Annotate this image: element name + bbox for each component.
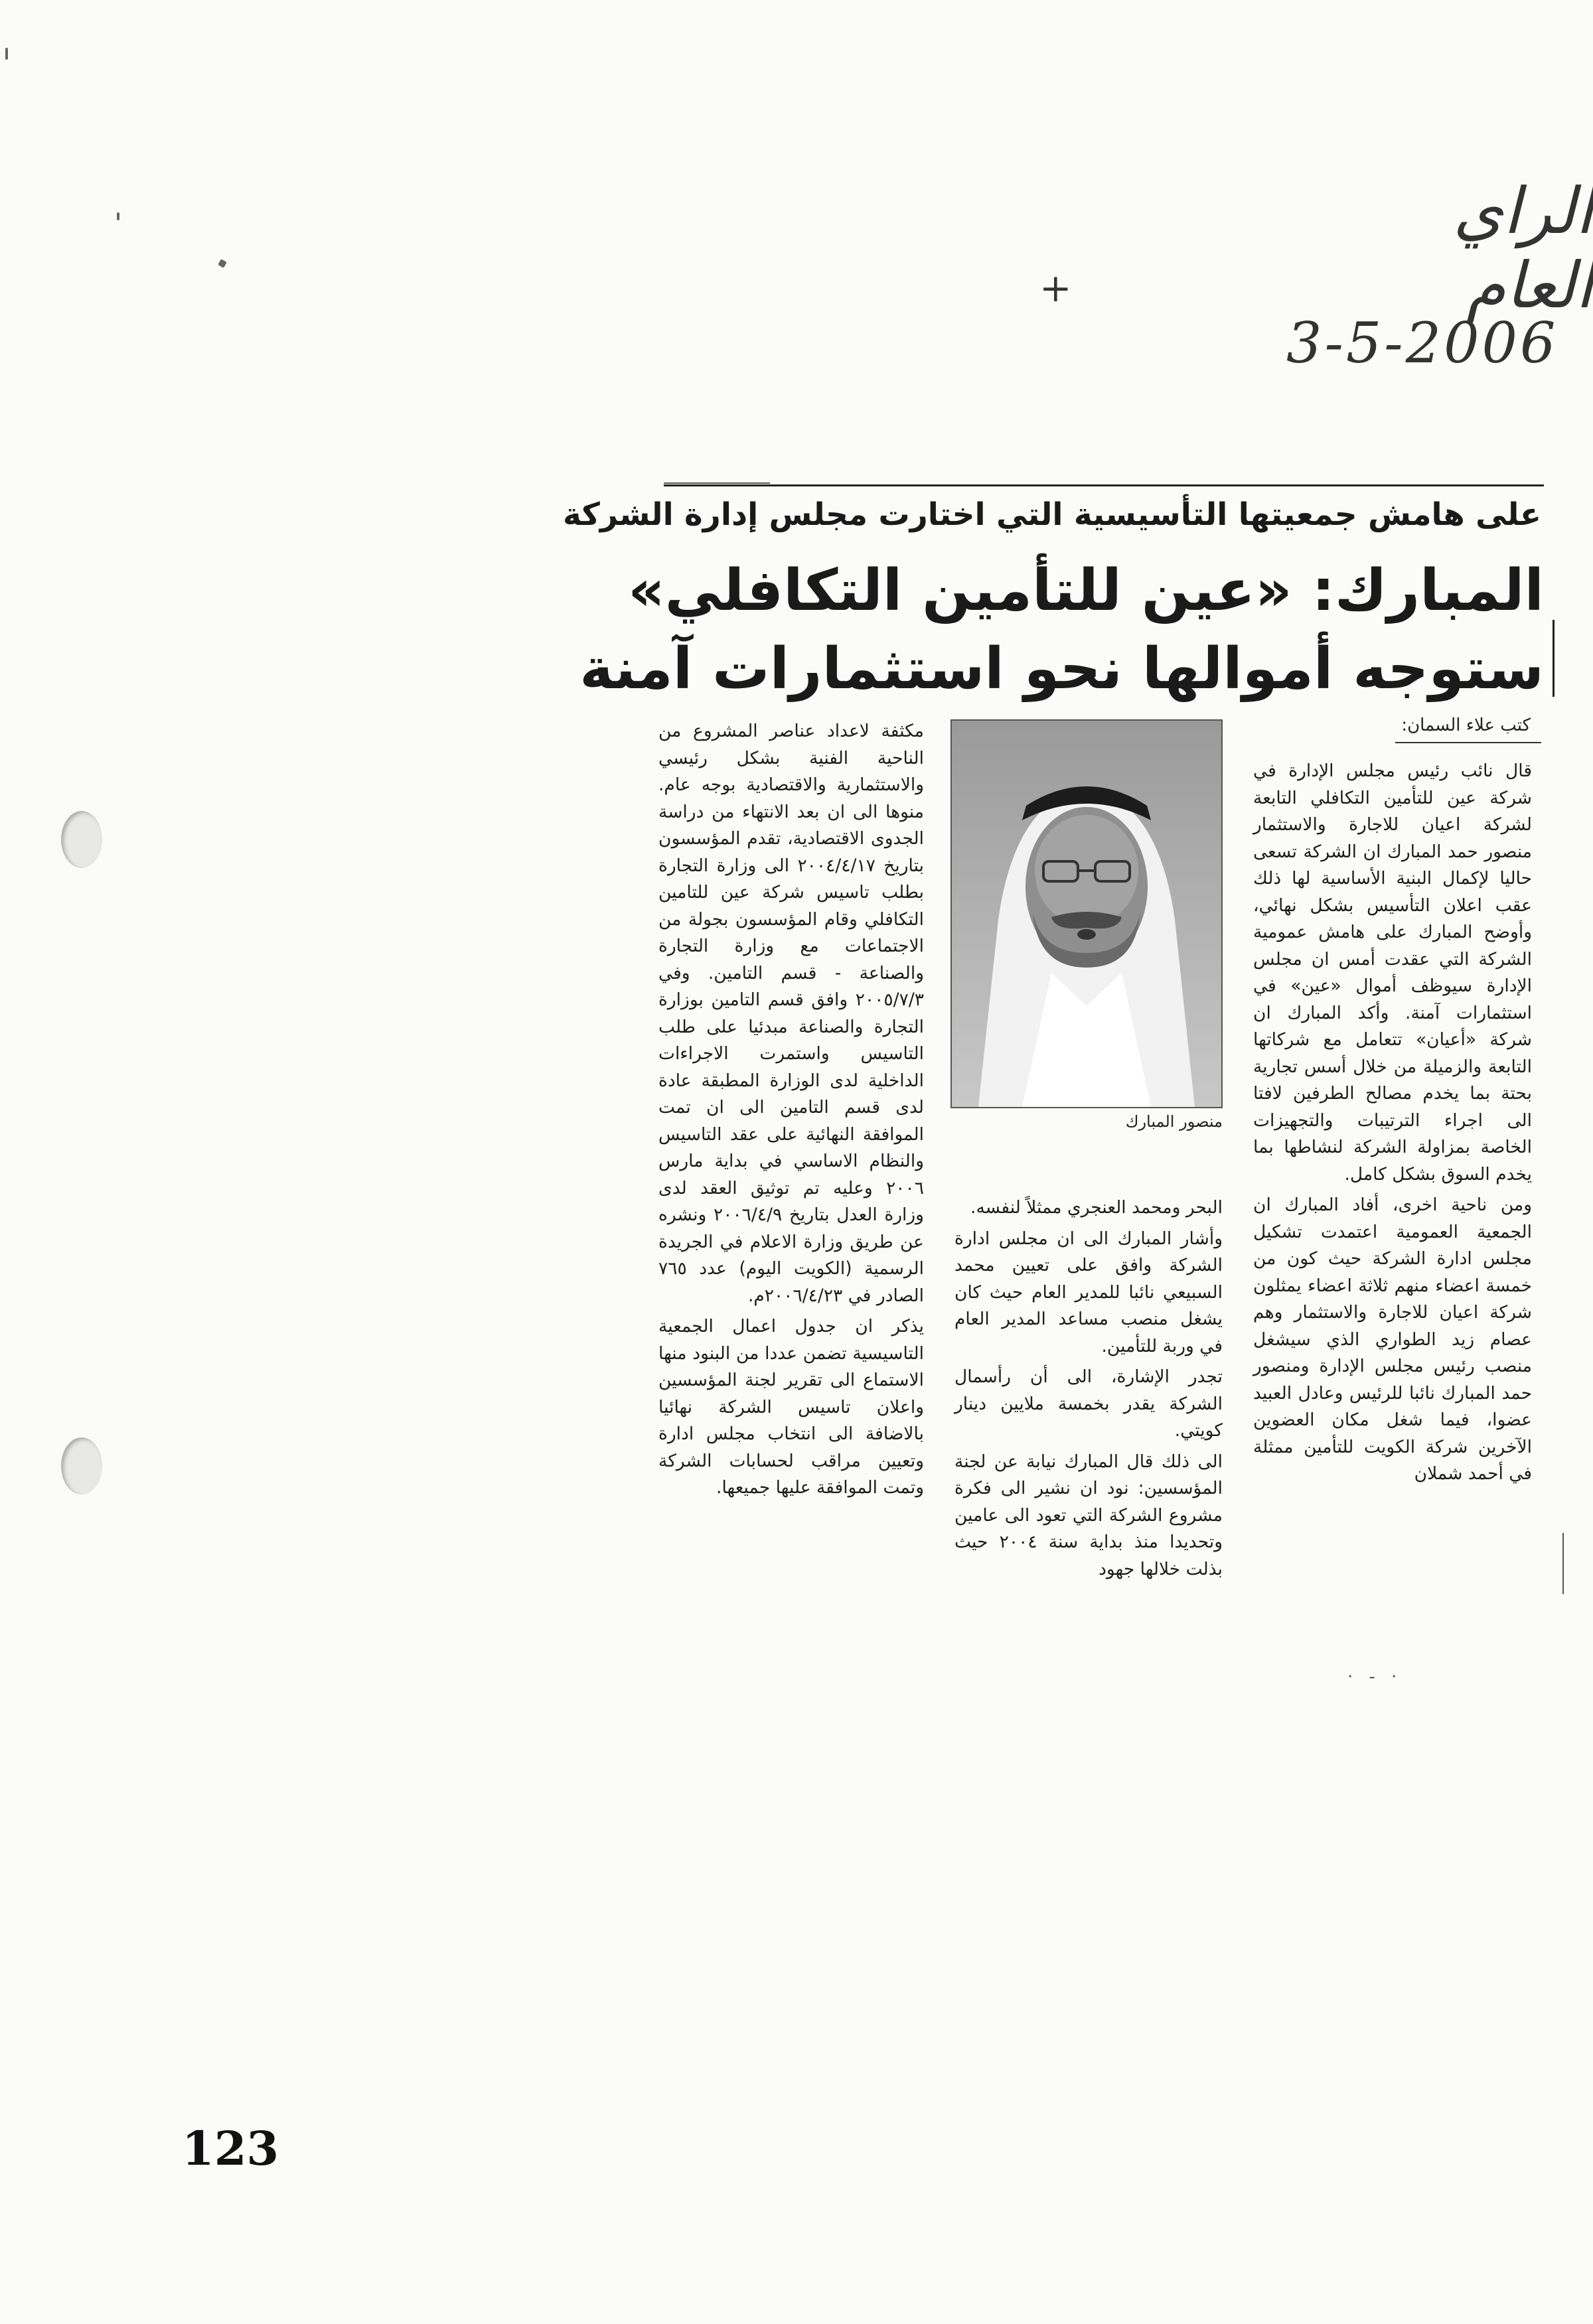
paragraph: مكثفة لاعداد عناصر المشروع من الناحية الفنية بشكل رئيسي والاستثمارية والاقتصادية بوجه عام. منوها الى ان بعد الانتهاء من دراسة الجدوى الاقتصادية، تقدم المؤسسون بتاريخ ٢٠٠٤/٤/١٧ الى وزارة التجارة بطلب تاسيس شركة عين للتامين التكافلي وقام المؤسسون بجولة من الاجتماعات مع وزارة التجارة والصناعة - قسم التامين. وفي ٢٠٠٥/٧/٣ وافق قسم التامين بوزارة التجارة والصناعة مبدئيا على طلب التاسيس واستمرت الاجراءات الداخلية لدى الوزارة المطبقة عادة لدى قسم التامين الى ان تمت الموافقة النهائية على عقد التاسيس والنظام الاساسي في بداية مارس ٢٠٠٦ وعليه تم توثيق العقد لدى وزارة العدل بتاريخ ٢٠٠٦/٤/٩ ونشره عن طريق وزارة الاعلام في الجريدة الرسمية (الكويت اليوم) عدد ٧٦٥ الصادر في ٢٠٠٦/٤/٢٣م. bbox=[658, 721, 924, 1306]
byline-rule bbox=[1395, 742, 1541, 743]
clipping-edge-mark bbox=[1562, 1533, 1564, 1594]
headline-rule bbox=[1553, 620, 1555, 697]
scan-speck bbox=[218, 259, 227, 268]
photo-caption: منصور المبارك bbox=[1125, 1112, 1223, 1131]
newspaper-clipping bbox=[563, 484, 1555, 1579]
paragraph: وأشار المبارك الى ان مجلس ادارة الشركة وافق على تعيين محمد السبيعي نائبا للمدير العام حيث كان يشغل منصب مساعد المدير العام في وربة للتأمين. bbox=[954, 1228, 1223, 1356]
scan-speck bbox=[117, 212, 119, 220]
article-column-1 bbox=[1253, 758, 1532, 1492]
scan-speck bbox=[5, 48, 8, 60]
handwritten-date: 3-5-2006 bbox=[1286, 311, 1558, 376]
page-number: 123 bbox=[182, 2121, 279, 2176]
paragraph: تجدر الإشارة، الى أن رأسمال الشركة يقدر بخمسة ملايين دينار كويتي. bbox=[954, 1366, 1223, 1441]
binder-hole bbox=[61, 811, 102, 868]
handwritten-newspaper-name: الراي العام bbox=[1453, 174, 1593, 323]
portrait-photo bbox=[950, 719, 1223, 1108]
paragraph: البحر ومحمد العنجري ممثلاً لنفسه. bbox=[970, 1197, 1223, 1218]
handwritten-mark: + bbox=[1039, 265, 1072, 311]
article-column-3 bbox=[658, 718, 924, 1506]
paragraph: الى ذلك قال المبارك نيابة عن لجنة المؤسسين: نود ان نشير الى فكرة مشروع الشركة التي تعود الى عامين وتحديدا منذ بداية سنة ٢٠٠٤ حيث بذلت خلالها جهود bbox=[954, 1451, 1223, 1579]
headline-line-2: ستوجه أموالها نحو استثمارات آمنة bbox=[579, 636, 1544, 702]
paragraph: ومن ناحية اخرى، أفاد المبارك ان الجمعية العمومية اعتمدت تشكيل مجلس ادارة الشركة حيث كون من خمسة اعضاء منهم ثلاثة اعضاء يمثلون شركة اعيان للاجارة والاستثمار وهم عصام زيد الطواري الذي سيشغل منصب رئيس مجلس الإدارة ومنصور حمد المبارك نائبا للرئيس وعادل العبيد عضوا، فيما شغل مكان العضوين الآخرين شركة الكويت للتأمين ممثلة في أحمد شملان bbox=[1253, 1195, 1532, 1484]
scan-dots: · - · bbox=[1347, 1667, 1403, 1687]
paragraph: يذكر ان جدول اعمال الجمعية التاسيسية تضمن عددا من البنود منها الاستماع الى تقرير لجنة المؤسسين واعلان تاسيس الشركة نهائيا بالاضافة الى انتخاب مجلس ادارة وتعيين مراقب لحسابات الشركة وتمت الموافقة عليها جميعها. bbox=[658, 1316, 924, 1498]
binder-hole bbox=[61, 1437, 102, 1494]
byline: كتب علاء السمان: bbox=[1401, 715, 1531, 735]
headline-line-1: المبارك: «عين للتأمين التكافلي» bbox=[628, 557, 1544, 624]
top-rule bbox=[664, 484, 1544, 486]
article-column-2 bbox=[954, 1195, 1223, 1587]
paragraph: قال نائب رئيس مجلس الإدارة في شركة عين للتأمين التكافلي التابعة لشركة اعيان للاجارة والاستثمار منصور حمد المبارك ان الشركة تسعى حاليا لإكمال البنية الأساسية لها ذلك عقب اعلان التأسيس بشكل نهائي، وأوضح المبارك على هامش عمومية الشركة التي عقدت أمس ان مجلس الإدارة سيوظف أموال «عين» في استثمارات آمنة. وأكد المبارك ان شركة «أعيان» تتعامل مع شركاتها التابعة والزميلة من خلال أسس تجارية بحتة بما يخدم مصالح الطرفين لافتا الى اجراء الترتيبات والتجهيزات الخاصة بمزاولة الشركة لنشاطها بما يخدم السوق بشكل كامل. bbox=[1253, 761, 1532, 1185]
article-kicker: على هامش جمعيتها التأسيسية التي اختارت مجلس إدارة الشركة bbox=[563, 496, 1541, 533]
portrait-illustration bbox=[952, 721, 1221, 1107]
